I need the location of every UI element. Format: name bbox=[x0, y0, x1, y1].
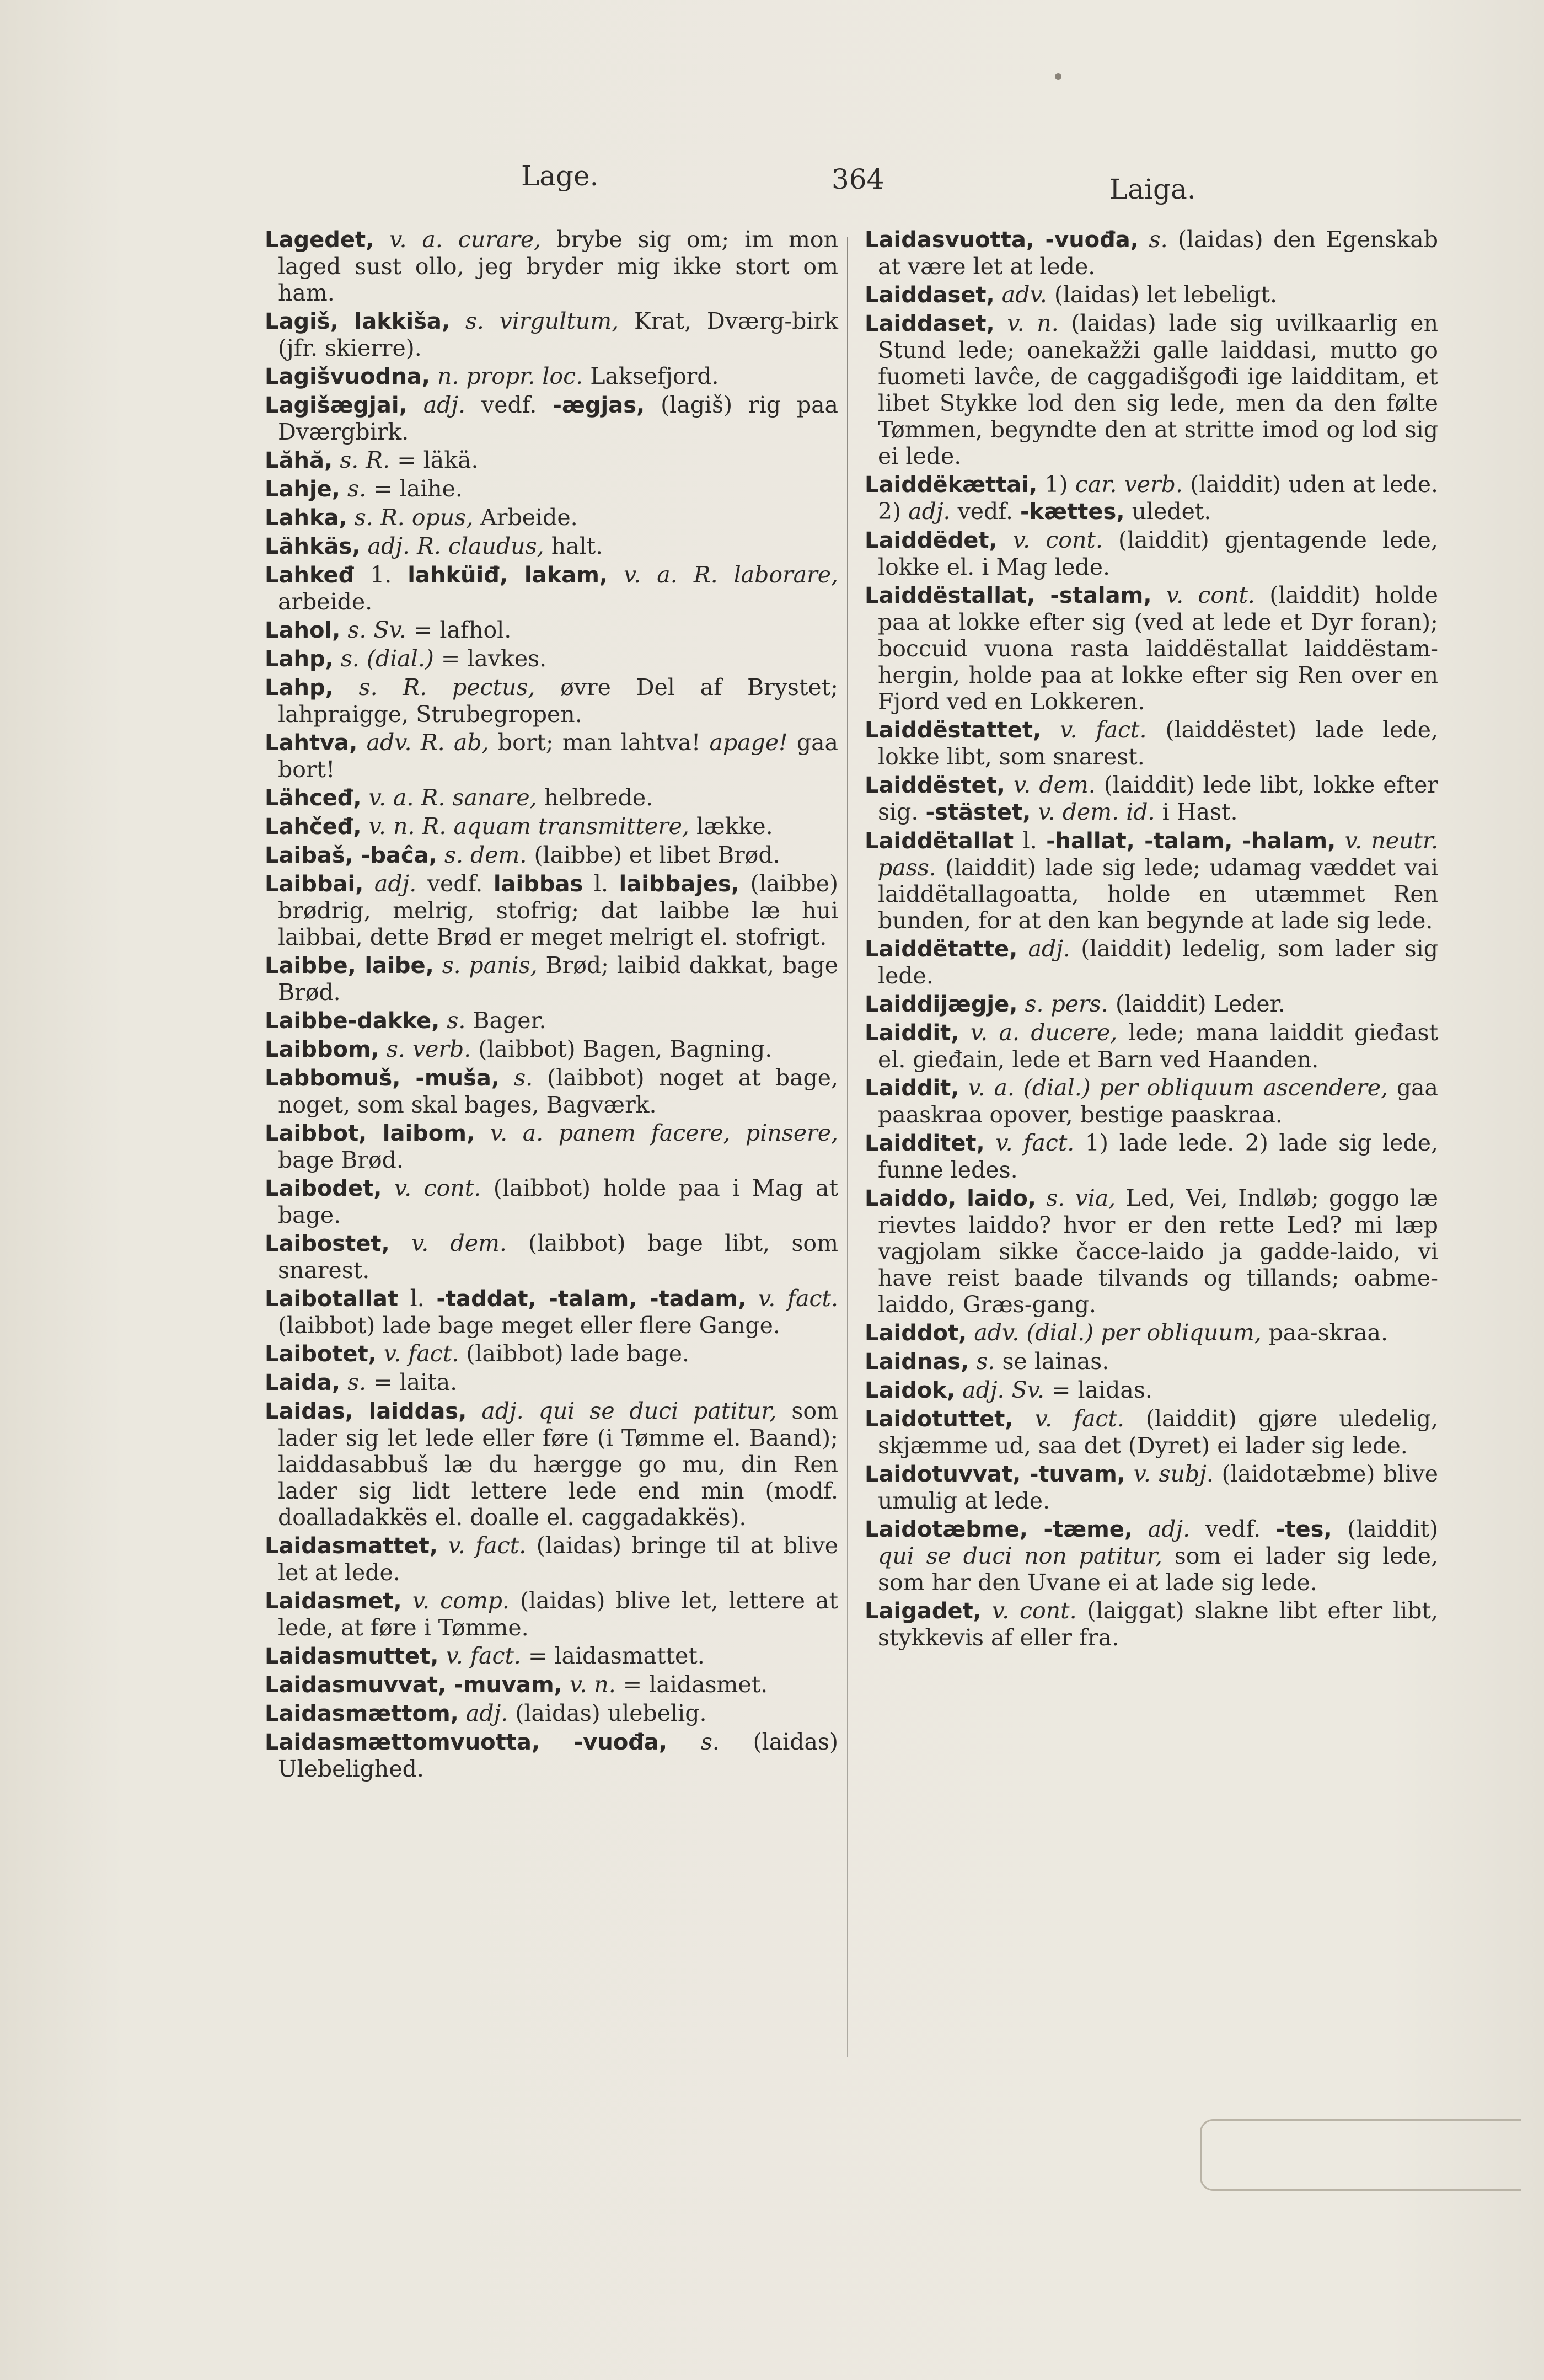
entry-headword: Lagišvuodna, bbox=[265, 364, 430, 389]
dictionary-entry bbox=[865, 1405, 1438, 1459]
entry-headword: Lähkäs, bbox=[265, 534, 361, 559]
dictionary-entry bbox=[265, 1643, 838, 1670]
entry-headword: Laidotæbme, -tæme, bbox=[865, 1517, 1133, 1542]
entry-definition: s. = laita. bbox=[347, 1369, 458, 1395]
left-column bbox=[265, 226, 838, 1784]
entry-definition: adj. vedf. laibbas l. laibbajes, (laibbe) brødrig, melrig, stofrig; dat laibbe læ hui laibbai, dette Brød er meget melrigt el. stofrigt. bbox=[278, 870, 838, 950]
dictionary-entry bbox=[265, 1700, 838, 1727]
entry-headword: Lagiš, lakkiša, bbox=[265, 309, 451, 334]
entry-definition: v. dem. (laiddit) lede libt, lokke efter sig. -stästet, v. dem. id. i Hast. bbox=[878, 772, 1438, 825]
paper-speck bbox=[1055, 73, 1062, 80]
entry-headword: Lahol, bbox=[265, 618, 341, 643]
entry-headword: Laidditet, bbox=[865, 1131, 985, 1156]
entry-definition: v. a. (dial.) per obliquum ascendere, gaa paaskraa opover, bestige paaskraa. bbox=[878, 1074, 1438, 1128]
entry-definition: s. se lainas. bbox=[976, 1348, 1109, 1374]
right-column bbox=[865, 226, 1438, 1652]
dictionary-entry bbox=[265, 1230, 838, 1283]
running-header bbox=[0, 160, 1544, 204]
dictionary-entry bbox=[865, 582, 1438, 715]
column-divider bbox=[847, 237, 848, 2057]
entry-definition: l. -hallat, -talam, -halam, v. neutr. pass. (laiddit) lade sig lede; udamag væddet vai laiddëtallagoatta, holde en utæmmet Ren bunden, for at den kan begynde at lade sig lede. bbox=[878, 827, 1438, 934]
entry-headword: Lahka, bbox=[265, 505, 347, 531]
dictionary-entry bbox=[865, 716, 1438, 770]
header-first-word: Lage. bbox=[521, 160, 599, 192]
dictionary-entry bbox=[865, 1185, 1438, 1318]
entry-definition: s. = laihe. bbox=[347, 475, 463, 502]
entry-definition: s. R. opus, Arbeide. bbox=[354, 504, 578, 531]
entry-headword: Laibodet, bbox=[265, 1176, 382, 1201]
dictionary-entry bbox=[265, 447, 838, 474]
dictionary-entry bbox=[865, 1074, 1438, 1128]
entry-definition: adj. vedf. -ægjas, (lagiš) rig paa Dværgbirk. bbox=[278, 392, 838, 445]
entry-definition: v. cont. (laibbot) holde paa i Mag at bage. bbox=[278, 1175, 838, 1228]
dictionary-entry bbox=[865, 827, 1438, 934]
entry-headword: Laidas, laiddas, bbox=[265, 1399, 467, 1424]
entry-definition: s. Sv. = lafhol. bbox=[347, 617, 512, 643]
dictionary-entry bbox=[265, 870, 838, 950]
entry-headword: Laidasmuvvat, -muvam, bbox=[265, 1672, 562, 1698]
entry-definition: adj. (laidas) ulebelig. bbox=[465, 1700, 707, 1726]
dictionary-entry bbox=[265, 842, 838, 869]
dictionary-entry bbox=[265, 813, 838, 840]
dictionary-entry bbox=[865, 1019, 1438, 1073]
dictionary-entry bbox=[265, 504, 838, 531]
entry-definition: s. Bager. bbox=[447, 1007, 546, 1034]
entry-headword: Lahp, bbox=[265, 646, 334, 672]
entry-definition: v. a. ducere, lede; mana laiddit gieđast el. gieđain, lede et Barn ved Haanden. bbox=[878, 1019, 1438, 1073]
entry-headword: Lahčeđ, bbox=[265, 814, 362, 839]
dictionary-entry bbox=[865, 471, 1438, 525]
entry-definition: v. n. = laidasmet. bbox=[569, 1671, 768, 1698]
entry-definition: s. (laidas) Ulebelighed. bbox=[278, 1729, 838, 1782]
dictionary-entry bbox=[865, 1319, 1438, 1346]
entry-headword: Laibotallat bbox=[265, 1286, 398, 1312]
dictionary-entry bbox=[265, 1285, 838, 1339]
entry-definition: v. fact. = laidasmattet. bbox=[446, 1643, 705, 1669]
entry-definition: adv. (laidas) let lebeligt. bbox=[1001, 281, 1277, 308]
entry-headword: Laiddit, bbox=[865, 1020, 959, 1046]
dictionary-entry bbox=[865, 1597, 1438, 1651]
dictionary-entry bbox=[265, 1175, 838, 1228]
entry-definition: s. R. = läkä. bbox=[340, 447, 479, 473]
dictionary-entry bbox=[865, 935, 1438, 989]
entry-definition: v. fact. (laiddëstet) lade lede, lokke libt, som snarest. bbox=[878, 716, 1438, 770]
entry-headword: Laiddaset, bbox=[865, 282, 995, 308]
entry-headword: Laiddëkættai, bbox=[865, 472, 1038, 498]
entry-headword: Laidotuvvat, -tuvam, bbox=[865, 1462, 1125, 1487]
entry-definition: v. n. R. aquam transmittere, lække. bbox=[368, 813, 773, 839]
entry-headword: Laidasmuttet, bbox=[265, 1644, 439, 1669]
dictionary-entry bbox=[265, 1587, 838, 1641]
entry-definition: adj. qui se duci patitur, som lader sig let lede eller føre (i Tømme el. Baand); laiddasabbuš læ du hærgge go mu, din Ren lader sig lidt lettere lede end min (modf. doalladakkës el. doalle el. caggadakkës). bbox=[278, 1398, 838, 1531]
dictionary-entry bbox=[865, 226, 1438, 280]
entry-headword: Laibbe, laibe, bbox=[265, 953, 434, 978]
dictionary-entry bbox=[265, 1065, 838, 1118]
entry-headword: Laiddijægje, bbox=[865, 992, 1018, 1017]
entry-definition: 1. lahküiđ, lakam, v. a. R. laborare, arbeide. bbox=[278, 561, 838, 615]
dictionary-entry bbox=[865, 527, 1438, 580]
entry-definition: 1) car. verb. (laiddit) uden at lede. 2) adj. vedf. -kættes, uledet. bbox=[878, 471, 1439, 525]
entry-headword: Lagedet, bbox=[265, 227, 374, 253]
entry-definition: v. cont. (laiddit) holde paa at lokke efter sig (ved at lede et Dyr foran); boccuid vuona rasta laiddëstallat laiddëstam-hergin, holde paa at lokke efter sig Ren over en Fjord ved en Lokkeren. bbox=[878, 582, 1438, 715]
entry-headword: Laidotuttet, bbox=[865, 1406, 1014, 1432]
entry-definition: adv. R. ab, bort; man lahtva! apage! gaa bort! bbox=[278, 729, 838, 783]
entry-headword: Laidasvuotta, -vuođa, bbox=[865, 227, 1139, 253]
entry-definition: v. a. R. sanare, helbrede. bbox=[368, 784, 653, 811]
entry-definition: v. fact. (laiddit) gjøre uledelig, skjæmme ud, saa det (Dyret) ei lader sig lede. bbox=[878, 1405, 1438, 1459]
dictionary-entry bbox=[865, 991, 1438, 1018]
library-stamp-outline bbox=[1200, 2119, 1521, 2191]
entry-headword: Laidok, bbox=[865, 1378, 956, 1403]
entry-headword: Lahje, bbox=[265, 477, 340, 502]
entry-definition: s. virgultum, Krat, Dværg-birk (jfr. skierre). bbox=[278, 308, 838, 361]
dictionary-entry bbox=[265, 308, 838, 361]
entry-definition: s. (laidas) den Egenskab at være let at lede. bbox=[878, 226, 1438, 280]
entry-headword: Laiddëstattet, bbox=[865, 718, 1042, 743]
dictionary-entry bbox=[865, 1516, 1438, 1596]
entry-headword: Lagišægjai, bbox=[265, 393, 408, 418]
entry-headword: Laidasmattet, bbox=[265, 1533, 438, 1559]
entry-headword: Laigadet, bbox=[865, 1598, 982, 1624]
entry-headword: Laibotet, bbox=[265, 1341, 377, 1367]
entry-definition: adj. Sv. = laidas. bbox=[962, 1377, 1152, 1403]
entry-headword: Labbomuš, -muša, bbox=[265, 1066, 500, 1091]
dictionary-entry bbox=[265, 533, 838, 560]
entry-headword: Laiddëdet, bbox=[865, 528, 998, 553]
entry-definition: v. a. panem facere, pinsere, bage Brød. bbox=[278, 1120, 838, 1173]
entry-definition: l. -taddat, -talam, -tadam, v. fact. (laibbot) lade bage meget eller flere Gange. bbox=[278, 1285, 838, 1339]
entry-definition: v. fact. (laidas) bringe til at blive let at lede. bbox=[278, 1532, 838, 1586]
entry-headword: Laibaš, -baĉa, bbox=[265, 843, 437, 868]
dictionary-entry bbox=[265, 1398, 838, 1531]
dictionary-entry bbox=[265, 1340, 838, 1367]
entry-definition: s. (laibbot) noget at bage, noget, som skal bages, Bagværk. bbox=[278, 1065, 838, 1118]
dictionary-entry bbox=[865, 1348, 1438, 1375]
dictionary-entry bbox=[265, 952, 838, 1006]
entry-headword: Laiddëtatte, bbox=[865, 937, 1018, 962]
dictionary-entry bbox=[265, 363, 838, 390]
entry-definition: s. via, Led, Vei, Indløb; goggo læ rievtes laiddo? hvor er den rette Led? mi læp vagjolam sikke čacce-laido ja gadde-laido, vi have reist baade tilvands og tillands; oabme-laiddo, Græs-gang. bbox=[878, 1185, 1439, 1318]
entry-definition: adj. R. claudus, halt. bbox=[367, 533, 603, 559]
dictionary-entry bbox=[265, 645, 838, 672]
dictionary-entry bbox=[265, 674, 838, 728]
entry-headword: Lahp, bbox=[265, 675, 334, 700]
dictionary-entry bbox=[265, 1729, 838, 1782]
entry-headword: Laiddaset, bbox=[865, 311, 995, 336]
dictionary-entry bbox=[865, 1461, 1438, 1514]
entry-headword: Laiddot, bbox=[865, 1320, 967, 1346]
entry-headword: Laida, bbox=[265, 1370, 341, 1395]
dictionary-entry bbox=[865, 281, 1438, 308]
entry-definition: adv. (dial.) per obliquum, paa-skraa. bbox=[974, 1319, 1388, 1346]
dictionary-entry bbox=[865, 772, 1438, 826]
entry-headword: Laidasmættom, bbox=[265, 1701, 459, 1726]
entry-definition: v. comp. (laidas) blive let, lettere at lede, at føre i Tømme. bbox=[278, 1587, 838, 1641]
dictionary-entry bbox=[265, 392, 838, 445]
entry-headword: Lähceđ, bbox=[265, 785, 362, 811]
entry-headword: Laibbai, bbox=[265, 871, 364, 897]
dictionary-entry bbox=[265, 729, 838, 783]
entry-headword: Lăhă, bbox=[265, 448, 333, 473]
entry-headword: Laidnas, bbox=[865, 1349, 969, 1374]
entry-definition: v. fact. (laibbot) lade bage. bbox=[383, 1340, 690, 1367]
entry-definition: v. dem. (laibbot) bage libt, som snarest. bbox=[278, 1230, 838, 1283]
entry-definition: v. a. curare, brybe sig om; im mon laged sust ollo, jeg bryder mig ikke stort om ham. bbox=[278, 226, 838, 306]
entry-definition: s. dem. (laibbe) et libet Brød. bbox=[444, 842, 780, 868]
dictionary-entry bbox=[265, 226, 838, 306]
entry-definition: s. panis, Brød; laibid dakkat, bage Brød. bbox=[278, 952, 839, 1006]
entry-definition: v. subj. (laidotæbme) blive umulig at lede. bbox=[878, 1461, 1438, 1514]
entry-definition: n. propr. loc. Laksefjord. bbox=[437, 363, 719, 389]
entry-headword: Laiddëstallat, -stalam, bbox=[865, 583, 1152, 608]
entry-headword: Laiddëstet, bbox=[865, 773, 1005, 798]
page-number: 364 bbox=[832, 163, 884, 195]
dictionary-entry bbox=[265, 561, 838, 615]
entry-definition: v. cont. (laiggat) slakne libt efter libt, stykkevis af eller fra. bbox=[878, 1597, 1438, 1651]
entry-headword: Laibostet, bbox=[265, 1231, 390, 1256]
entry-headword: Laibbe-dakke, bbox=[265, 1008, 440, 1034]
entry-definition: s. pers. (laiddit) Leder. bbox=[1025, 991, 1285, 1017]
header-last-word: Laiga. bbox=[1109, 173, 1196, 205]
dictionary-entry bbox=[865, 1377, 1438, 1404]
dictionary-entry bbox=[265, 1671, 838, 1698]
dictionary-entry bbox=[265, 1532, 838, 1586]
dictionary-entry bbox=[265, 1036, 838, 1063]
entry-definition: s. (dial.) = lavkes. bbox=[340, 645, 547, 672]
dictionary-entry bbox=[265, 1369, 838, 1396]
entry-definition: s. R. pectus, øvre Del af Brystet; lahpraigge, Strubegropen. bbox=[278, 674, 838, 728]
dictionary-entry bbox=[265, 1120, 838, 1173]
entry-headword: Laidasmet, bbox=[265, 1589, 402, 1614]
entry-definition: adj. vedf. -tes, (laiddit) qui se duci non patitur, som ei lader sig lede, som har den Uvane ei at lade sig lede. bbox=[878, 1516, 1438, 1596]
entry-headword: Laidasmættomvuotta, -vuođa, bbox=[265, 1730, 668, 1755]
entry-headword: Laibbot, laibom, bbox=[265, 1121, 475, 1146]
entry-headword: Laibbom, bbox=[265, 1037, 379, 1062]
entry-definition: adj. (laiddit) ledelig, som lader sig lede. bbox=[878, 935, 1438, 989]
dictionary-entry bbox=[265, 617, 838, 644]
entry-definition: s. verb. (laibbot) Bagen, Bagning. bbox=[386, 1036, 773, 1062]
entry-headword: Laiddit, bbox=[865, 1076, 959, 1101]
entry-headword: Lahkeđ bbox=[265, 563, 355, 588]
dictionary-entry bbox=[865, 310, 1438, 469]
entry-definition: v. n. (laidas) lade sig uvilkaarlig en Stund lede; oanekažži galle laiddasi, mutto go fuometi lavĉe, de caggadišgođi ige laidditam, et libet Stykke lod den sig lede, men da den følte Tømmen, begyndte den at stritte imod og lod sig ei lede. bbox=[878, 310, 1438, 469]
entry-definition: v. fact. 1) lade lede. 2) lade sig lede, funne ledes. bbox=[878, 1130, 1438, 1183]
dictionary-entry bbox=[265, 784, 838, 811]
dictionary-entry bbox=[865, 1130, 1438, 1183]
dictionary-entry bbox=[265, 475, 838, 502]
entry-headword: Laiddo, laido, bbox=[865, 1186, 1036, 1211]
entry-headword: Laiddëtallat bbox=[865, 828, 1014, 854]
entry-definition: v. cont. (laiddit) gjentagende lede, lokke el. i Mag lede. bbox=[878, 527, 1438, 580]
entry-headword: Lahtva, bbox=[265, 730, 358, 756]
dictionary-entry bbox=[265, 1007, 838, 1034]
